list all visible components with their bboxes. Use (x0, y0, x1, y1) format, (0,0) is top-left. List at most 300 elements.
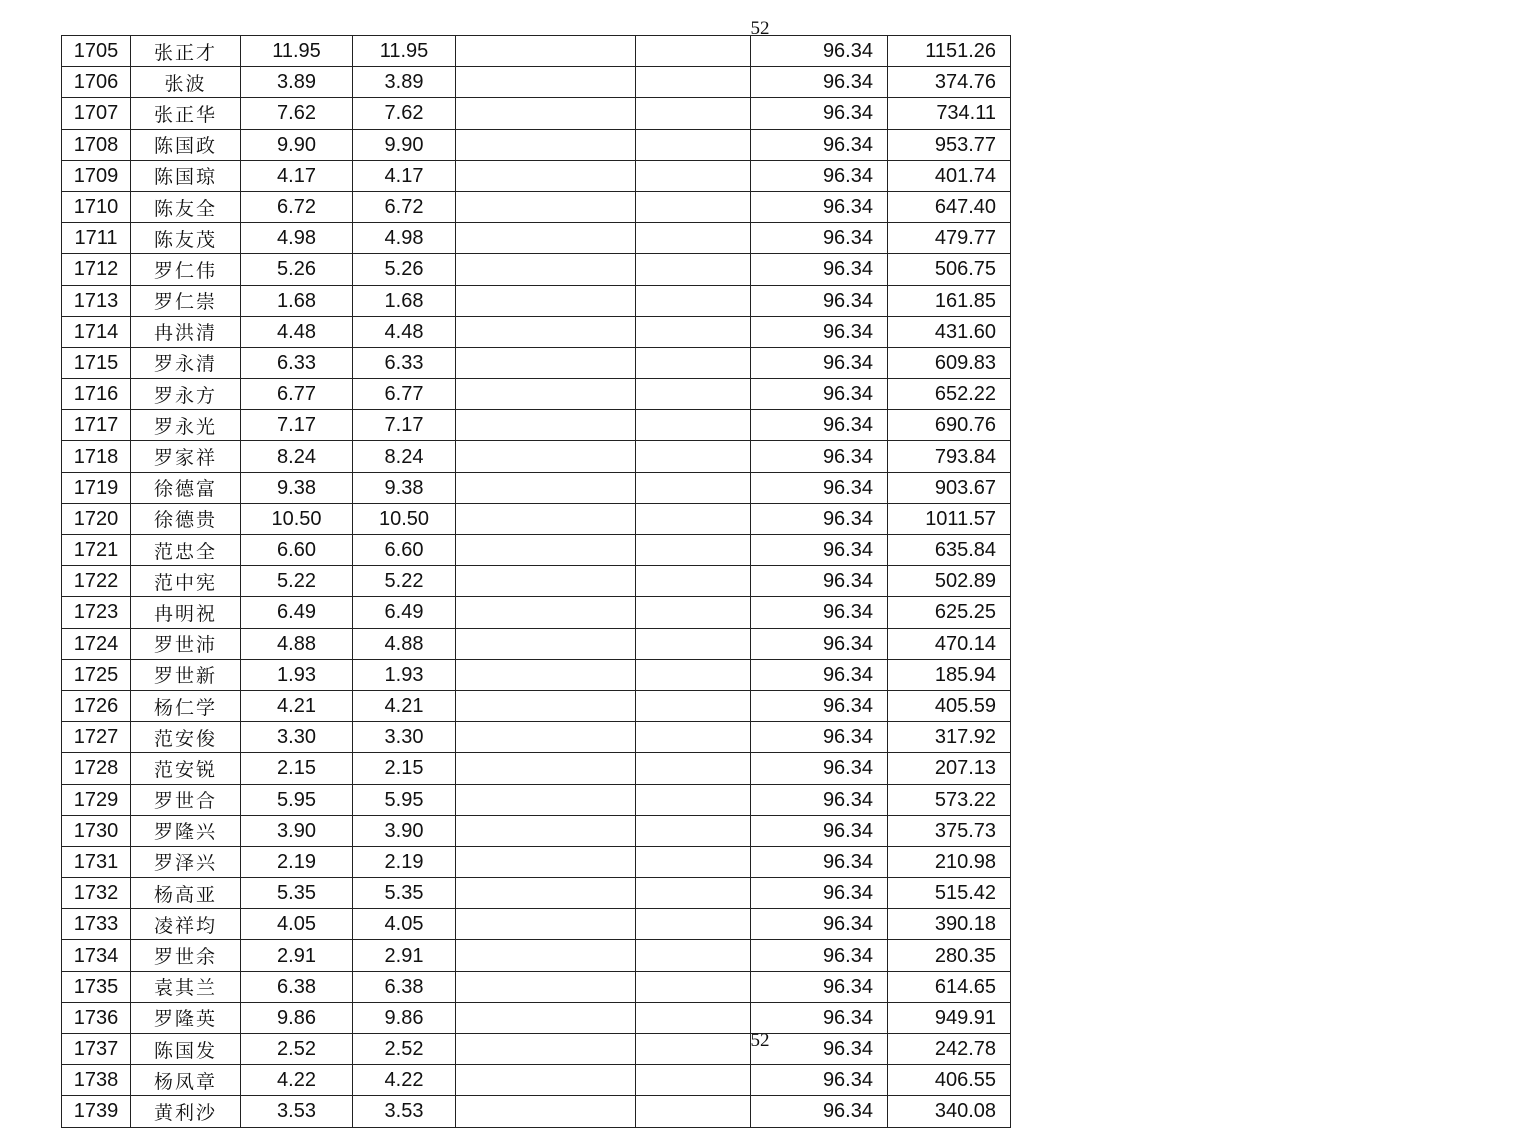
table-row (62, 98, 1011, 129)
total-cell: 185.94 (888, 659, 1011, 690)
area-confirmed-cell: 9.86 (353, 1002, 456, 1033)
rate-cell: 96.34 (751, 347, 888, 378)
rate-cell: 96.34 (751, 628, 888, 659)
page-number-bottom: 52 (750, 1030, 770, 1051)
total-cell: 614.65 (888, 971, 1011, 1002)
row-id-cell: 1732 (62, 878, 131, 909)
name-cell: 张波 (131, 67, 241, 98)
table-row (62, 940, 1011, 971)
table-row (62, 909, 1011, 940)
row-id-cell: 1708 (62, 129, 131, 160)
name-cell: 陈国琼 (131, 160, 241, 191)
empty-cell (636, 1096, 751, 1127)
area-cell: 10.50 (241, 503, 353, 534)
row-id-cell: 1715 (62, 347, 131, 378)
rate-cell: 96.34 (751, 846, 888, 877)
empty-cell (456, 878, 636, 909)
row-id-cell: 1721 (62, 535, 131, 566)
total-cell: 502.89 (888, 566, 1011, 597)
table-row (62, 160, 1011, 191)
empty-cell (636, 98, 751, 129)
area-cell: 5.95 (241, 784, 353, 815)
empty-cell (636, 441, 751, 472)
empty-cell (636, 410, 751, 441)
area-confirmed-cell: 1.93 (353, 659, 456, 690)
area-confirmed-cell: 5.22 (353, 566, 456, 597)
name-cell: 杨高亚 (131, 878, 241, 909)
area-confirmed-cell: 3.53 (353, 1096, 456, 1127)
empty-cell (636, 67, 751, 98)
area-confirmed-cell: 7.62 (353, 98, 456, 129)
rate-cell: 96.34 (751, 1065, 888, 1096)
empty-cell (636, 379, 751, 410)
total-cell: 401.74 (888, 160, 1011, 191)
empty-cell (636, 1002, 751, 1033)
empty-cell (456, 441, 636, 472)
area-cell: 4.48 (241, 316, 353, 347)
table-row (62, 347, 1011, 378)
row-id-cell: 1728 (62, 753, 131, 784)
name-cell: 罗隆英 (131, 1002, 241, 1033)
row-id-cell: 1726 (62, 690, 131, 721)
empty-cell (636, 535, 751, 566)
name-cell: 罗世沛 (131, 628, 241, 659)
total-cell: 573.22 (888, 784, 1011, 815)
empty-cell (456, 971, 636, 1002)
empty-cell (456, 347, 636, 378)
empty-cell (456, 722, 636, 753)
area-cell: 2.91 (241, 940, 353, 971)
area-cell: 4.88 (241, 628, 353, 659)
rate-cell: 96.34 (751, 659, 888, 690)
empty-cell (456, 940, 636, 971)
area-confirmed-cell: 1.68 (353, 285, 456, 316)
area-confirmed-cell: 4.22 (353, 1065, 456, 1096)
empty-cell (456, 98, 636, 129)
total-cell: 1151.26 (888, 36, 1011, 67)
empty-cell (636, 597, 751, 628)
empty-cell (456, 566, 636, 597)
row-id-cell: 1724 (62, 628, 131, 659)
area-cell: 3.90 (241, 815, 353, 846)
total-cell: 374.76 (888, 67, 1011, 98)
total-cell: 210.98 (888, 846, 1011, 877)
row-id-cell: 1716 (62, 379, 131, 410)
area-confirmed-cell: 11.95 (353, 36, 456, 67)
empty-cell (456, 160, 636, 191)
name-cell: 陈国政 (131, 129, 241, 160)
area-cell: 8.24 (241, 441, 353, 472)
total-cell: 340.08 (888, 1096, 1011, 1127)
area-confirmed-cell: 4.05 (353, 909, 456, 940)
table-row (62, 129, 1011, 160)
area-cell: 5.26 (241, 254, 353, 285)
row-id-cell: 1725 (62, 659, 131, 690)
rate-cell: 96.34 (751, 815, 888, 846)
name-cell: 徐德贵 (131, 503, 241, 534)
area-cell: 4.17 (241, 160, 353, 191)
name-cell: 徐德富 (131, 472, 241, 503)
empty-cell (636, 254, 751, 285)
area-cell: 6.77 (241, 379, 353, 410)
table-row (62, 503, 1011, 534)
area-cell: 6.60 (241, 535, 353, 566)
empty-cell (636, 753, 751, 784)
row-id-cell: 1723 (62, 597, 131, 628)
name-cell: 张正华 (131, 98, 241, 129)
table-row (62, 254, 1011, 285)
name-cell: 冉洪清 (131, 316, 241, 347)
row-id-cell: 1712 (62, 254, 131, 285)
area-cell: 2.19 (241, 846, 353, 877)
table-row (62, 1002, 1011, 1033)
rate-cell: 96.34 (751, 940, 888, 971)
name-cell: 罗永光 (131, 410, 241, 441)
empty-cell (636, 878, 751, 909)
area-confirmed-cell: 8.24 (353, 441, 456, 472)
row-id-cell: 1711 (62, 223, 131, 254)
page-number-top: 52 (750, 18, 770, 39)
total-cell: 431.60 (888, 316, 1011, 347)
area-confirmed-cell: 5.26 (353, 254, 456, 285)
area-confirmed-cell: 6.49 (353, 597, 456, 628)
area-cell: 7.62 (241, 98, 353, 129)
name-cell: 罗世余 (131, 940, 241, 971)
area-confirmed-cell: 2.91 (353, 940, 456, 971)
row-id-cell: 1734 (62, 940, 131, 971)
empty-cell (636, 1034, 751, 1065)
area-confirmed-cell: 6.77 (353, 379, 456, 410)
name-cell: 陈友茂 (131, 223, 241, 254)
area-cell: 6.49 (241, 597, 353, 628)
area-confirmed-cell: 4.21 (353, 690, 456, 721)
empty-cell (456, 1002, 636, 1033)
area-confirmed-cell: 9.38 (353, 472, 456, 503)
empty-cell (636, 36, 751, 67)
empty-cell (456, 909, 636, 940)
empty-cell (456, 1096, 636, 1127)
total-cell: 949.91 (888, 1002, 1011, 1033)
name-cell: 罗永清 (131, 347, 241, 378)
row-id-cell: 1714 (62, 316, 131, 347)
name-cell: 冉明祝 (131, 597, 241, 628)
name-cell: 罗永方 (131, 379, 241, 410)
table-row (62, 316, 1011, 347)
area-confirmed-cell: 4.98 (353, 223, 456, 254)
table-row (62, 722, 1011, 753)
empty-cell (636, 129, 751, 160)
row-id-cell: 1731 (62, 846, 131, 877)
name-cell: 张正才 (131, 36, 241, 67)
empty-cell (456, 254, 636, 285)
total-cell: 903.67 (888, 472, 1011, 503)
row-id-cell: 1727 (62, 722, 131, 753)
name-cell: 罗仁伟 (131, 254, 241, 285)
ledger-body (62, 36, 1011, 1128)
area-cell: 11.95 (241, 36, 353, 67)
empty-cell (456, 472, 636, 503)
area-confirmed-cell: 5.35 (353, 878, 456, 909)
row-id-cell: 1720 (62, 503, 131, 534)
rate-cell: 96.34 (751, 535, 888, 566)
area-confirmed-cell: 2.52 (353, 1034, 456, 1065)
rate-cell: 96.34 (751, 36, 888, 67)
area-confirmed-cell: 10.50 (353, 503, 456, 534)
row-id-cell: 1710 (62, 191, 131, 222)
rate-cell: 96.34 (751, 223, 888, 254)
empty-cell (456, 1065, 636, 1096)
area-cell: 4.22 (241, 1065, 353, 1096)
total-cell: 406.55 (888, 1065, 1011, 1096)
row-id-cell: 1729 (62, 784, 131, 815)
total-cell: 317.92 (888, 722, 1011, 753)
empty-cell (636, 223, 751, 254)
name-cell: 罗家祥 (131, 441, 241, 472)
table-row (62, 846, 1011, 877)
rate-cell: 96.34 (751, 191, 888, 222)
empty-cell (636, 909, 751, 940)
name-cell: 范安锐 (131, 753, 241, 784)
area-cell: 1.93 (241, 659, 353, 690)
area-confirmed-cell: 4.17 (353, 160, 456, 191)
name-cell: 罗隆兴 (131, 815, 241, 846)
area-cell: 6.38 (241, 971, 353, 1002)
name-cell: 袁其兰 (131, 971, 241, 1002)
empty-cell (636, 191, 751, 222)
area-confirmed-cell: 6.72 (353, 191, 456, 222)
empty-cell (636, 628, 751, 659)
area-cell: 9.38 (241, 472, 353, 503)
total-cell: 734.11 (888, 98, 1011, 129)
area-confirmed-cell: 2.19 (353, 846, 456, 877)
empty-cell (456, 690, 636, 721)
empty-cell (456, 846, 636, 877)
area-confirmed-cell: 4.48 (353, 316, 456, 347)
row-id-cell: 1730 (62, 815, 131, 846)
area-cell: 6.72 (241, 191, 353, 222)
total-cell: 470.14 (888, 628, 1011, 659)
rate-cell: 96.34 (751, 98, 888, 129)
empty-cell (636, 659, 751, 690)
ledger-table (61, 35, 1011, 1128)
area-cell: 3.89 (241, 67, 353, 98)
table-row (62, 472, 1011, 503)
empty-cell (636, 316, 751, 347)
empty-cell (456, 753, 636, 784)
row-id-cell: 1717 (62, 410, 131, 441)
name-cell: 杨凤章 (131, 1065, 241, 1096)
empty-cell (636, 160, 751, 191)
name-cell: 凌祥均 (131, 909, 241, 940)
area-confirmed-cell: 3.89 (353, 67, 456, 98)
table-row (62, 597, 1011, 628)
table-row (62, 410, 1011, 441)
area-cell: 6.33 (241, 347, 353, 378)
total-cell: 793.84 (888, 441, 1011, 472)
name-cell: 范忠全 (131, 535, 241, 566)
total-cell: 609.83 (888, 347, 1011, 378)
empty-cell (456, 129, 636, 160)
name-cell: 罗仁崇 (131, 285, 241, 316)
rate-cell: 96.34 (751, 784, 888, 815)
table-row (62, 1096, 1011, 1127)
table-row (62, 753, 1011, 784)
area-confirmed-cell: 7.17 (353, 410, 456, 441)
total-cell: 690.76 (888, 410, 1011, 441)
rate-cell: 96.34 (751, 690, 888, 721)
area-cell: 5.22 (241, 566, 353, 597)
rate-cell: 96.34 (751, 753, 888, 784)
total-cell: 647.40 (888, 191, 1011, 222)
area-cell: 3.53 (241, 1096, 353, 1127)
row-id-cell: 1719 (62, 472, 131, 503)
area-cell: 2.15 (241, 753, 353, 784)
area-confirmed-cell: 4.88 (353, 628, 456, 659)
row-id-cell: 1713 (62, 285, 131, 316)
table-row (62, 36, 1011, 67)
row-id-cell: 1709 (62, 160, 131, 191)
table-row (62, 566, 1011, 597)
table-row (62, 690, 1011, 721)
area-cell: 9.86 (241, 1002, 353, 1033)
total-cell: 1011.57 (888, 503, 1011, 534)
area-confirmed-cell: 9.90 (353, 129, 456, 160)
empty-cell (636, 503, 751, 534)
total-cell: 515.42 (888, 878, 1011, 909)
area-cell: 7.17 (241, 410, 353, 441)
table-row (62, 285, 1011, 316)
rate-cell: 96.34 (751, 254, 888, 285)
empty-cell (456, 223, 636, 254)
empty-cell (636, 285, 751, 316)
table-row (62, 815, 1011, 846)
total-cell: 479.77 (888, 223, 1011, 254)
table-row (62, 659, 1011, 690)
empty-cell (636, 472, 751, 503)
rate-cell: 96.34 (751, 1034, 888, 1065)
area-confirmed-cell: 5.95 (353, 784, 456, 815)
table-row (62, 67, 1011, 98)
empty-cell (456, 67, 636, 98)
table-row (62, 1034, 1011, 1065)
area-confirmed-cell: 6.60 (353, 535, 456, 566)
empty-cell (636, 784, 751, 815)
empty-cell (456, 659, 636, 690)
empty-cell (456, 535, 636, 566)
empty-cell (456, 191, 636, 222)
row-id-cell: 1738 (62, 1065, 131, 1096)
name-cell: 陈国发 (131, 1034, 241, 1065)
rate-cell: 96.34 (751, 472, 888, 503)
rate-cell: 96.34 (751, 503, 888, 534)
rate-cell: 96.34 (751, 67, 888, 98)
name-cell: 罗世新 (131, 659, 241, 690)
rate-cell: 96.34 (751, 160, 888, 191)
rate-cell: 96.34 (751, 379, 888, 410)
total-cell: 625.25 (888, 597, 1011, 628)
row-id-cell: 1736 (62, 1002, 131, 1033)
total-cell: 280.35 (888, 940, 1011, 971)
name-cell: 陈友全 (131, 191, 241, 222)
area-cell: 9.90 (241, 129, 353, 160)
total-cell: 375.73 (888, 815, 1011, 846)
rate-cell: 96.34 (751, 971, 888, 1002)
rate-cell: 96.34 (751, 878, 888, 909)
empty-cell (456, 628, 636, 659)
table-row (62, 191, 1011, 222)
name-cell: 范安俊 (131, 722, 241, 753)
row-id-cell: 1705 (62, 36, 131, 67)
total-cell: 161.85 (888, 285, 1011, 316)
rate-cell: 96.34 (751, 1096, 888, 1127)
area-confirmed-cell: 6.33 (353, 347, 456, 378)
area-confirmed-cell: 3.90 (353, 815, 456, 846)
total-cell: 242.78 (888, 1034, 1011, 1065)
name-cell: 杨仁学 (131, 690, 241, 721)
rate-cell: 96.34 (751, 909, 888, 940)
name-cell: 范中宪 (131, 566, 241, 597)
empty-cell (456, 316, 636, 347)
table-row (62, 441, 1011, 472)
total-cell: 953.77 (888, 129, 1011, 160)
area-cell: 1.68 (241, 285, 353, 316)
rate-cell: 96.34 (751, 566, 888, 597)
row-id-cell: 1735 (62, 971, 131, 1002)
table-row (62, 535, 1011, 566)
table-row (62, 784, 1011, 815)
empty-cell (636, 722, 751, 753)
empty-cell (636, 971, 751, 1002)
area-confirmed-cell: 2.15 (353, 753, 456, 784)
name-cell: 罗泽兴 (131, 846, 241, 877)
area-cell: 3.30 (241, 722, 353, 753)
area-cell: 4.21 (241, 690, 353, 721)
empty-cell (636, 815, 751, 846)
area-confirmed-cell: 6.38 (353, 971, 456, 1002)
row-id-cell: 1739 (62, 1096, 131, 1127)
name-cell: 黄利沙 (131, 1096, 241, 1127)
name-cell: 罗世合 (131, 784, 241, 815)
empty-cell (456, 1034, 636, 1065)
total-cell: 506.75 (888, 254, 1011, 285)
empty-cell (636, 566, 751, 597)
rate-cell: 96.34 (751, 316, 888, 347)
area-cell: 4.05 (241, 909, 353, 940)
table-row (62, 1065, 1011, 1096)
row-id-cell: 1706 (62, 67, 131, 98)
empty-cell (636, 846, 751, 877)
rate-cell: 96.34 (751, 441, 888, 472)
area-cell: 4.98 (241, 223, 353, 254)
empty-cell (636, 690, 751, 721)
row-id-cell: 1718 (62, 441, 131, 472)
empty-cell (636, 347, 751, 378)
total-cell: 390.18 (888, 909, 1011, 940)
row-id-cell: 1722 (62, 566, 131, 597)
empty-cell (456, 815, 636, 846)
area-cell: 2.52 (241, 1034, 353, 1065)
empty-cell (456, 285, 636, 316)
rate-cell: 96.34 (751, 129, 888, 160)
total-cell: 405.59 (888, 690, 1011, 721)
table-row (62, 878, 1011, 909)
empty-cell (456, 503, 636, 534)
table-row (62, 971, 1011, 1002)
total-cell: 207.13 (888, 753, 1011, 784)
empty-cell (456, 36, 636, 67)
empty-cell (456, 597, 636, 628)
row-id-cell: 1737 (62, 1034, 131, 1065)
